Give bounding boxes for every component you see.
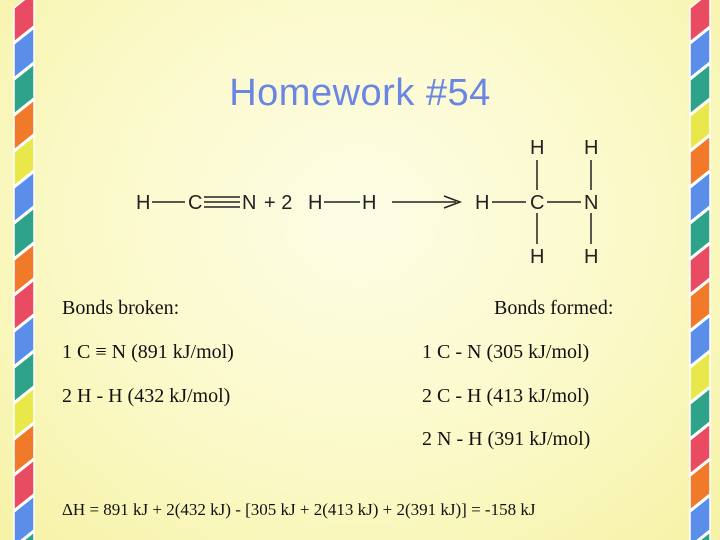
bond-formed-item: 1 C - N (305 kJ/mol) bbox=[422, 341, 590, 363]
product-atom-h-c-top: H bbox=[530, 137, 545, 159]
bonds-broken-heading: Bonds broken: bbox=[62, 297, 180, 319]
hcn-atom-h: H bbox=[136, 192, 151, 214]
product-atom-c: C bbox=[530, 192, 545, 214]
product-atom-h-left: H bbox=[475, 192, 490, 214]
h2-atom-h2: H bbox=[362, 192, 377, 214]
product-atom-h-n-top: H bbox=[584, 137, 599, 159]
h2-atom-h1: H bbox=[308, 192, 323, 214]
bonds-formed-heading: Bonds formed: bbox=[494, 297, 614, 319]
product-atom-h-n-bottom: H bbox=[584, 246, 599, 268]
bond-broken-item: 1 C ≡ N (891 kJ/mol) bbox=[62, 341, 234, 363]
bond-broken-item: 2 H - H (432 kJ/mol) bbox=[62, 385, 231, 407]
triple-bond bbox=[204, 197, 240, 207]
product-atom-h-c-bottom: H bbox=[530, 246, 545, 268]
bond-formed-item: 2 C - H (413 kJ/mol) bbox=[422, 385, 590, 407]
enthalpy-result: ΔH = 891 kJ + 2(432 kJ) - [305 kJ + 2(413 kJ) + 2(391 kJ)] = -158 kJ bbox=[62, 500, 536, 519]
reaction-arrow bbox=[392, 196, 460, 208]
page-title: Homework #54 bbox=[229, 72, 491, 114]
hcn-atom-n: N bbox=[242, 192, 257, 214]
hcn-atom-c: C bbox=[188, 192, 203, 214]
product-atom-n: N bbox=[584, 192, 599, 214]
bond-formed-item: 2 N - H (391 kJ/mol) bbox=[422, 428, 591, 450]
reaction-equation bbox=[0, 130, 720, 280]
coefficient: + 2 bbox=[264, 192, 293, 214]
